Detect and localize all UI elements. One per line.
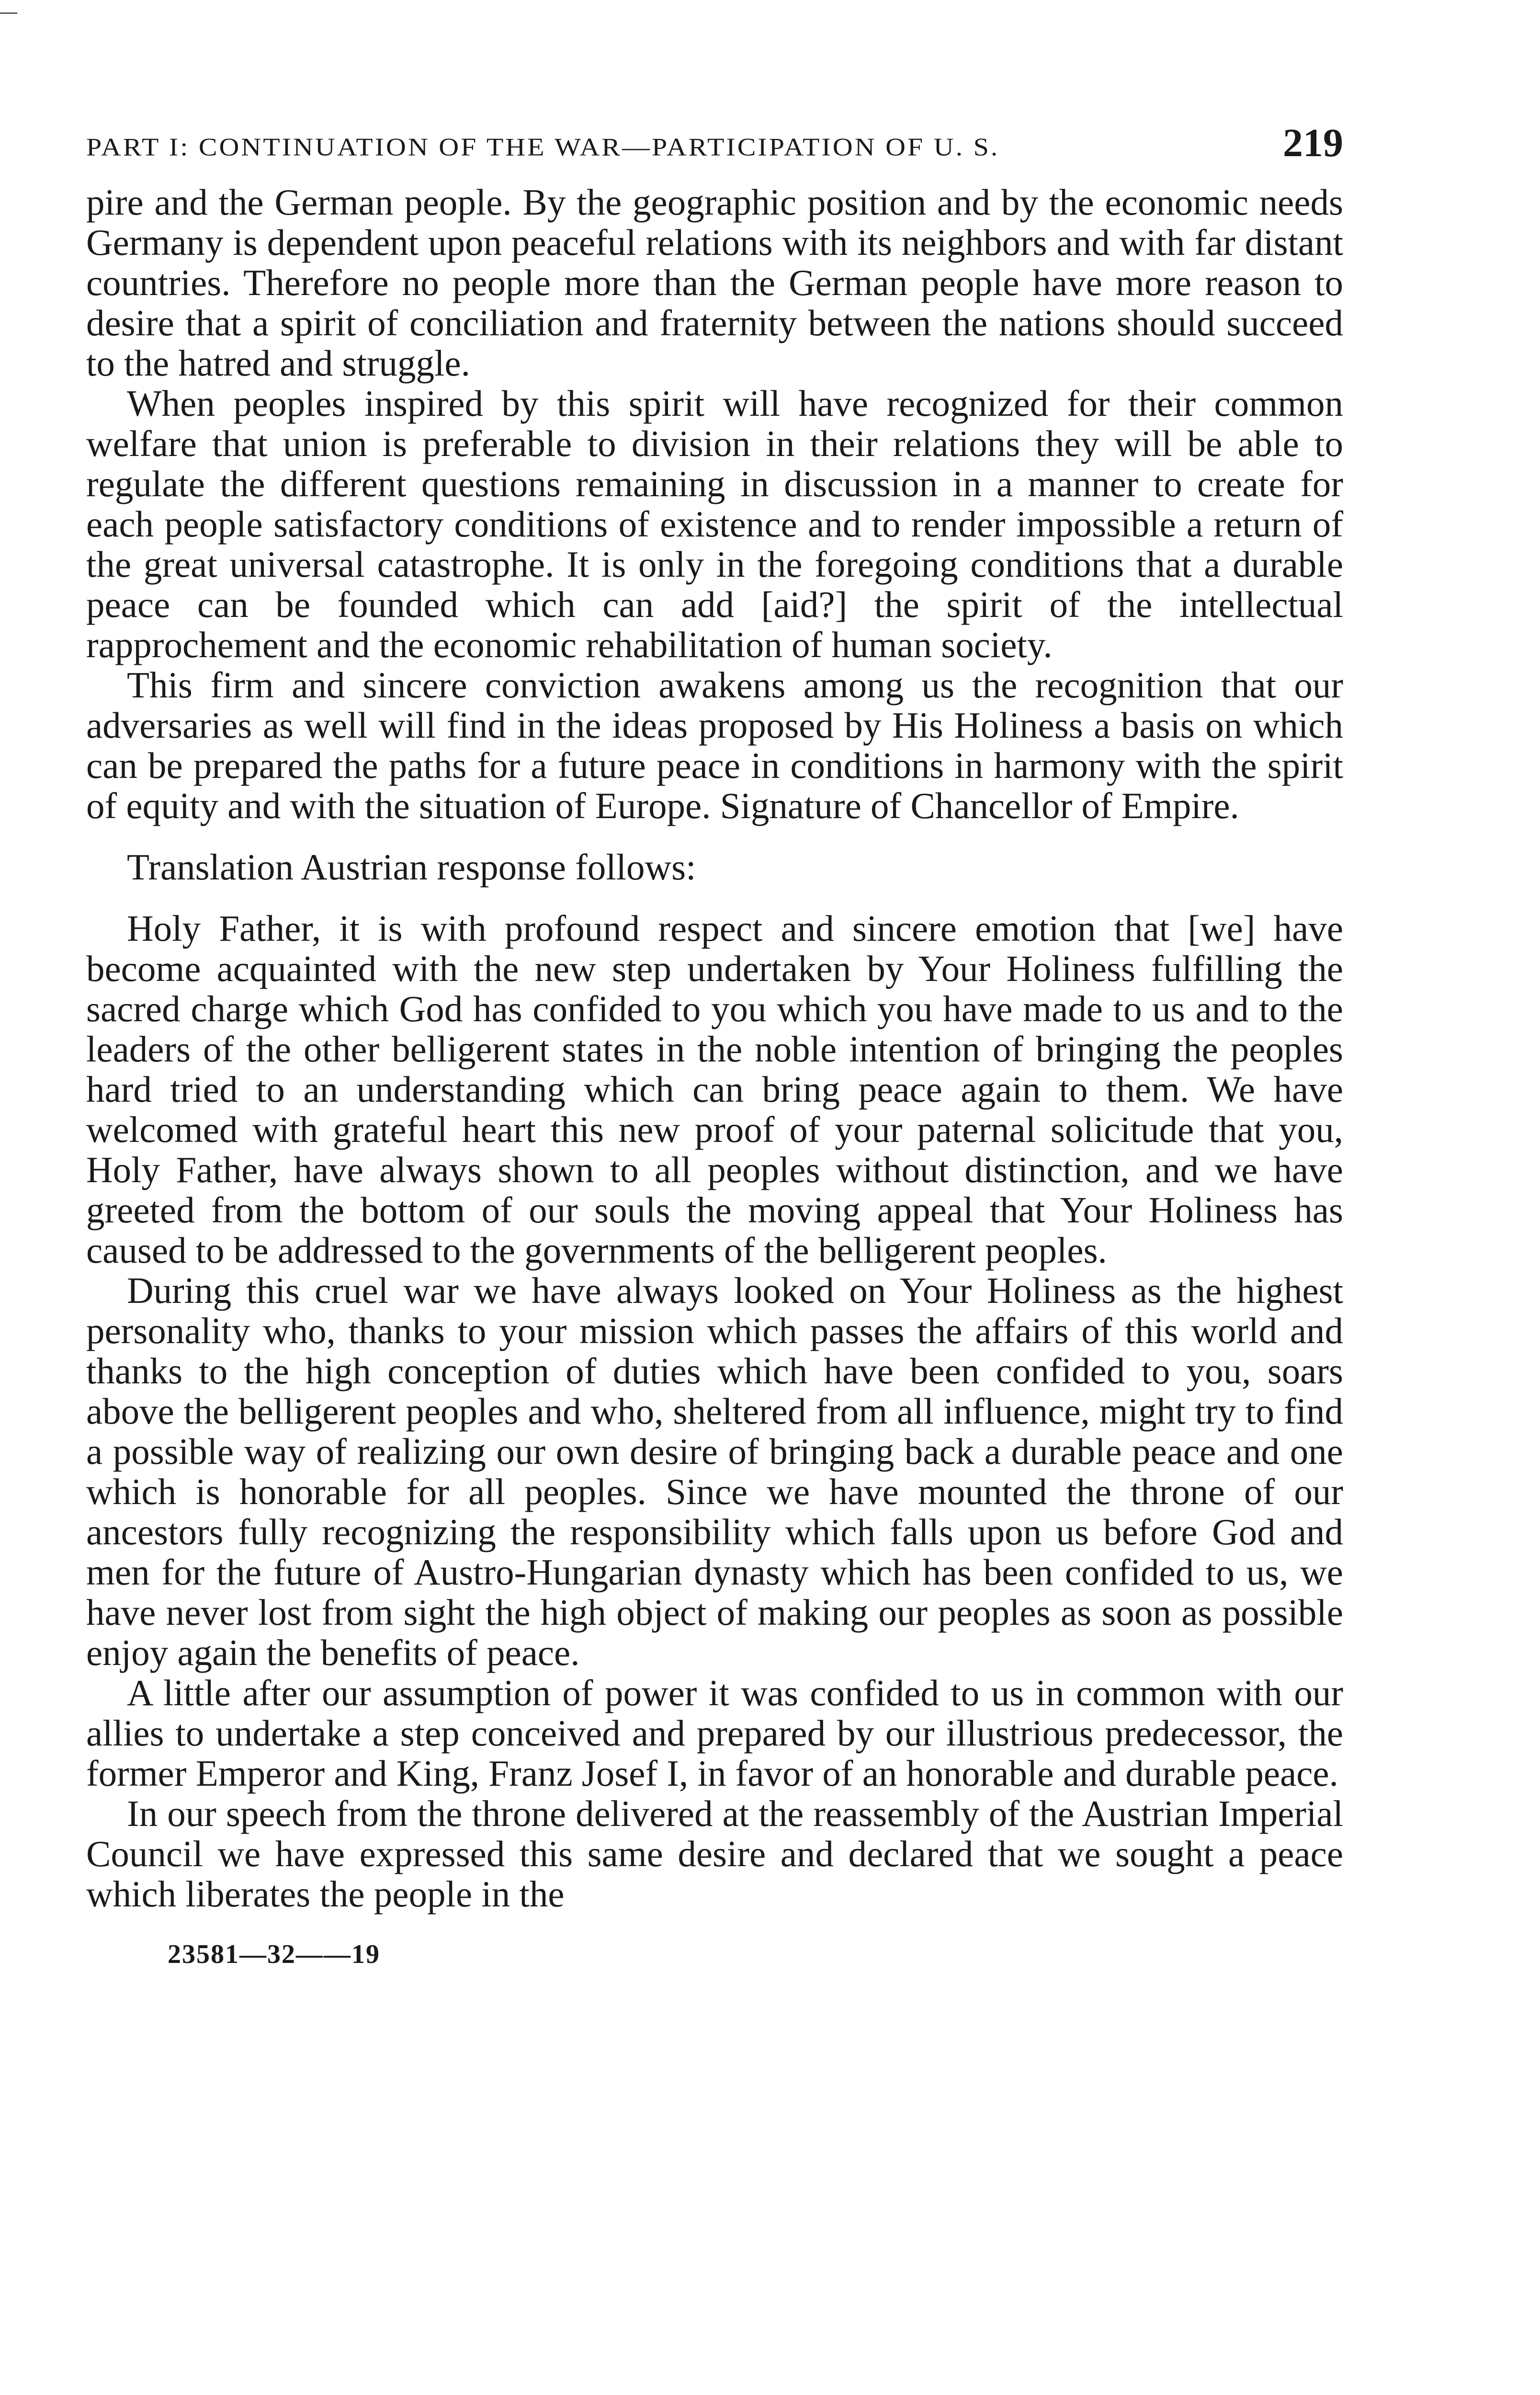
document-page [86, 120, 1343, 1970]
paragraph-speech-from-throne: In our speech from the throne delivered at the reassembly of the Austrian Imperial Council we have expressed this same desire and declared that we sought a peace which liberates the people in the [86, 1793, 1343, 1915]
paragraph-holy-father: Holy Father, it is with profound respect and sincere emotion that [we] have become acquainted with the new step undertaken by Your Holiness fulfilling the sacred charge which God has confided to you which you have made to us and to the leaders of the other belligerent states in the noble intention of bringing the peoples hard tried to an understanding which can bring peace again to them. We have welcomed with grateful heart this new proof of your paternal solicitude that you, Holy Father, have always shown to all peoples without distinction, and we have greeted from the bottom of our souls the moving appeal that Your Holiness has caused to be addressed to the governments of the belligerent peoples. [86, 908, 1343, 1271]
scan-edge-mark [0, 12, 17, 14]
page-number: 219 [1283, 121, 1343, 165]
running-head: PART I: CONTINUATION OF THE WAR—PARTICIPATION OF U. S. [86, 132, 1000, 161]
paragraph-translation-note: Translation Austrian response follows: [127, 846, 696, 888]
paragraph-peoples-spirit: When peoples inspired by this spirit will have recognized for their common welfare that union is preferable to division in their relations they will be able to regulate the different questions remaining in discussion in a manner to create for each people satisfactory conditions of existence and to render impossible a return of the great universal catastrophe. It is only in the foregoing conditions that a durable peace can be founded which can add [aid?] the spirit of the intellectual rapprochement and the economic rehabilitation of human society. [86, 383, 1343, 665]
page-header [86, 120, 1343, 172]
paragraph-cruel-war: During this cruel war we have always looked on Your Holiness as the highest personality who, thanks to your mission which passes the affairs of this world and thanks to the high conception of duties which have been confided to you, soars above the belligerent peoples and who, sheltered from all influence, might try to find a possible way of realizing our own desire of bringing back a durable peace and one which is honorable for all peoples. Since we have mounted the throne of our ancestors fully recognizing the responsibility which falls upon us before God and men for the future of Austro-Hungarian dynasty which has been confided to us, we have never lost from sight the high object of making our peoples as soon as possible enjoy again the benefits of peace. [86, 1270, 1343, 1673]
body-text [86, 182, 1343, 1914]
footer-signature-code: 23581—32——19 [168, 1939, 380, 1969]
paragraph-continuation: pire and the German people. By the geographic position and by the economic needs Germany is dependent upon peaceful relations with its neighbors and with far distant countries. Therefore no people more than the German people have more reason to desire that a spirit of conciliation and fraternity between the nations should succeed to the hatred and struggle. [86, 182, 1343, 384]
paragraph-assumption-of-power: A little after our assumption of power it was confided to us in common with our allies to undertake a step conceived and prepared by our illustrious predecessor, the former Emperor and King, Franz Josef I, in favor of an honorable and durable peace. [86, 1672, 1343, 1794]
paragraph-conviction: This firm and sincere conviction awakens among us the recognition that our adversaries as well will find in the ideas proposed by His Holiness a basis on which can be prepared the paths for a future peace in conditions in harmony with the spirit of equity and with the situation of Europe. Signature of Chancellor of Empire. [86, 664, 1343, 826]
